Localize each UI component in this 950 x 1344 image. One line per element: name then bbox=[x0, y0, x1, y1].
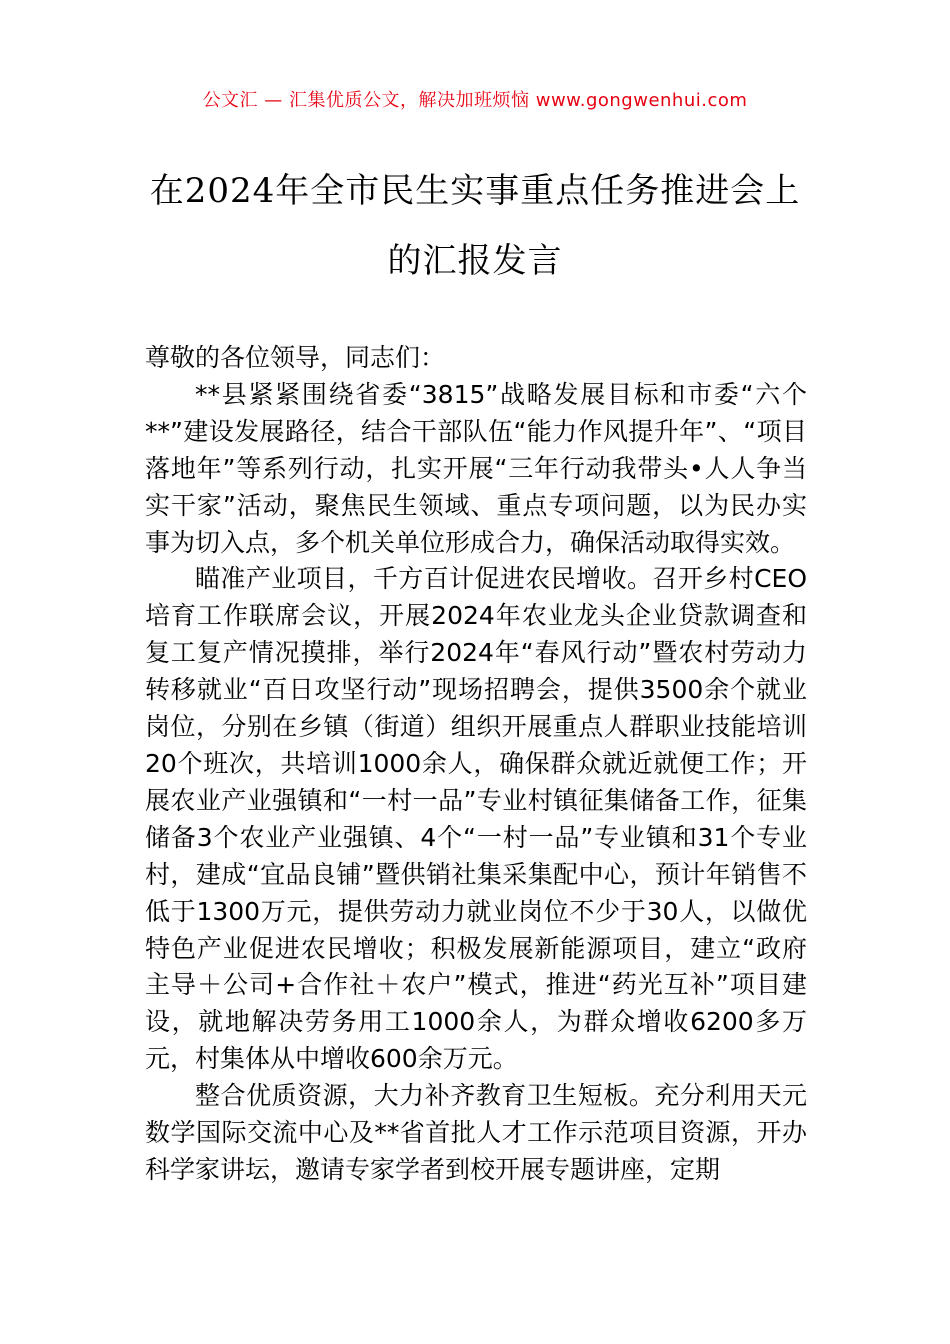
header-banner: 公文汇 — 汇集优质公文，解决加班烦恼 www.gongwenhui.com bbox=[202, 90, 748, 111]
salutation: 尊敬的各位领导，同志们： bbox=[145, 343, 446, 372]
paragraph-industry: 瞄准产业项目，千方百计促进农民增收。召开乡村CEO培育工作联席会议，开展2024年农业龙头企业贷款调查和复工复产情况摸排，举行2024年“春风行动”暨农村劳动力转移就业“百日攻坚行动”现场招聘会，提供3500余个就业岗位，分别在乡镇（街道）组织开展重点人群职业技能培训20个班次，共培训1000余人，确保群众就近就便工作；开展农业产业强镇和“一村一品”专业村镇征集储备工作，征集储备3个农业产业强镇、4个“一村一品”专业镇和31个专业村，建成“宜品良铺”暨供销社集采集配中心，预计年销售不低于1300万元，提供劳动力就业岗位不少于30人，以做优特色产业促进农民增收；积极发展新能源项目，建立“政府主导＋公司+合作社＋农户”模式，推进“药光互补”项目建设，就地解决劳务用工1000余人，为群众增收6200多万元，村集体从中增收600余万元。 bbox=[145, 564, 807, 1074]
paragraph-education: 整合优质资源，大力补齐教育卫生短板。充分利用天元数学国际交流中心及**省首批人才工作示范项目资源，开办科学家讲坛，邀请专家学者到校开展专题讲座，定期 bbox=[145, 1081, 807, 1184]
document-title: 在2024年全市民生实事重点任务推进会上的汇报发言 bbox=[149, 171, 801, 281]
paragraph-intro: **县紧紧围绕省委“3815”战略发展目标和市委“六个**”建设发展路径，结合干部队伍“能力作风提升年”、“项目落地年”等系列行动，扎实开展“三年行动我带头•人人争当实干家”活动，聚焦民生领域、重点专项问题，以为民办实事为切入点，多个机关单位形成合力，确保活动取得实效。 bbox=[145, 379, 807, 557]
document-body bbox=[145, 340, 807, 1189]
